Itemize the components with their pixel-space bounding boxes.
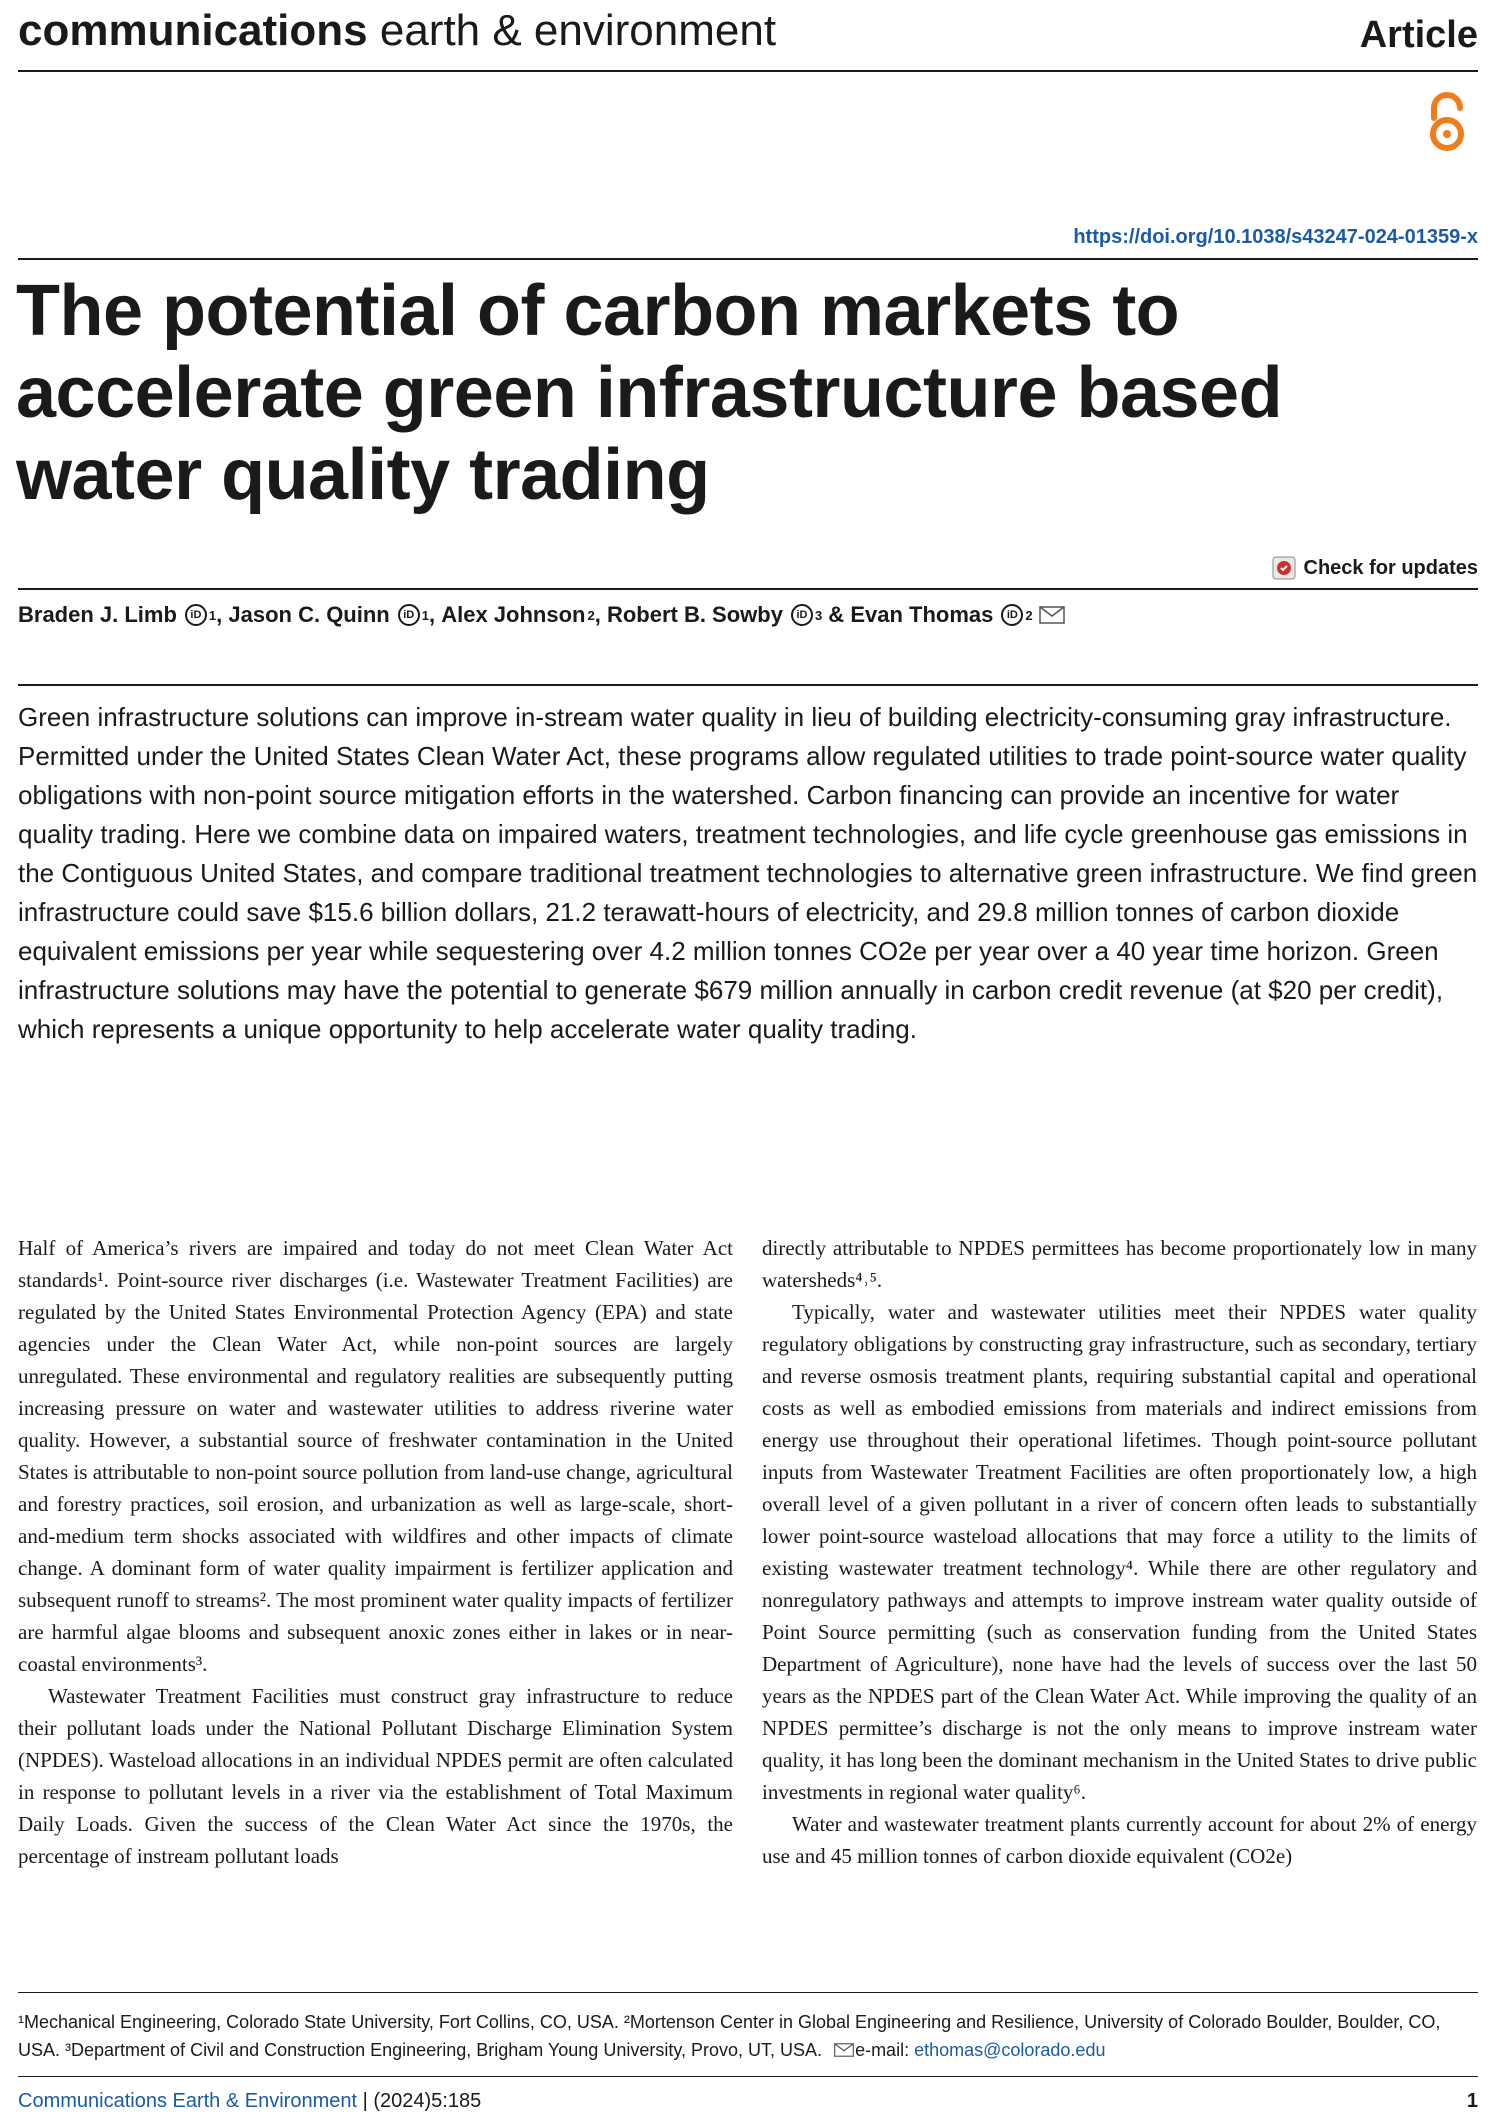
body-paragraph-continued: directly attributable to NPDES permittees has become proportionately low in many watersheds⁴˒⁵.	[762, 1236, 1477, 1292]
affiliations-rule	[18, 1992, 1478, 1993]
body-column-right	[762, 1232, 1477, 1872]
article-type-label: Article	[1359, 14, 1478, 56]
title-rule	[18, 588, 1478, 590]
article-title: The potential of carbon markets to accelerate green infrastructure based water quality trading	[16, 271, 1283, 515]
doi-rule	[18, 258, 1478, 260]
orcid-icon[interactable]: iD	[398, 604, 420, 626]
affiliations	[18, 2008, 1478, 2064]
header-rule	[18, 70, 1478, 72]
body-paragraph: Half of America’s rivers are impaired and today do not meet Clean Water Act standards¹. Point-source river discharges (i.e. Wastewater Treatment Facilities) are regulated by the United States Environmental Protection Agency (EPA) and state agencies under the Clean Water Act, while non-point sources are largely unregulated. These environmental and regulatory realities are subsequently putting increasing pressure on water and wastewater utilities to address riverine water quality. However, a substantial source of freshwater contamination in the United States is attributable to non-point source pollution from land-use change, agricultural and forestry practices, soil erosion, and urbanization as well as large-scale, short-and-medium term shocks associated with wildfires and other impacts of climate change. A dominant form of water quality impairment is fertilizer application and subsequent runoff to streams². The most prominent water quality impacts of fertilizer are harmful algae blooms and subsequent anoxic zones either in lakes or in near-coastal environments³.	[18, 1236, 733, 1676]
author-affil-sup: 1	[208, 607, 217, 623]
orcid-icon[interactable]: iD	[185, 604, 207, 626]
check-for-updates-button[interactable]	[1272, 556, 1478, 580]
footer-volume: | (2024)5:185	[357, 2090, 482, 2112]
footer-journal-link[interactable]: Communications Earth & Environment	[18, 2090, 358, 2112]
author-separator: ,	[216, 602, 229, 627]
update-badge-icon	[1272, 556, 1296, 580]
mail-icon	[833, 2043, 855, 2057]
author-separator: ,	[428, 602, 442, 627]
abstract-text: Green infrastructure solutions can improve in-stream water quality in lieu of building electricity-consuming gray infrastructure. Permitted under the United States Clean Water Act, these programs allow regulated utilities to trade point-source water quality obligations with non-point source mitigation efforts in the watershed. Carbon financing can provide an incentive for water quality trading. Here we combine data on impaired waters, treatment technologies, and life cycle greenhouse gas emissions in the Contiguous United States, and compare traditional treatment technologies to alternative green infrastructure. We find green infrastructure could save $15.6 billion dollars, 21.2 terawatt-hours of electricity, and 29.8 million tonnes of carbon dioxide equivalent emissions per year while sequestering over 4.2 million tonnes CO2e per year over a 40 year time horizon. Green infrastructure solutions may have the potential to generate $679 million annually in carbon credit revenue (at $20 per credit), which represents a unique opportunity to help accelerate water quality trading.	[18, 702, 1478, 1044]
email-link[interactable]: ethomas@colorado.edu	[914, 2040, 1106, 2060]
author-affil-sup: 2	[1025, 607, 1033, 623]
body-column-left	[18, 1232, 733, 1872]
author-name[interactable]: Jason C. Quinn	[228, 602, 390, 627]
author-name[interactable]: Braden J. Limb	[18, 602, 177, 627]
open-access-icon	[1420, 92, 1474, 154]
author-name[interactable]: Evan Thomas	[850, 602, 994, 627]
author-list	[18, 602, 1065, 628]
author-affil-sup: 2	[587, 607, 595, 623]
body-paragraph: Typically, water and wastewater utilities meet their NPDES water quality regulatory obligations by constructing gray infrastructure, such as secondary, tertiary and reverse osmosis treatment plants, requiring substantial capital and operational costs as well as embodied emissions from materials and indirect emissions from energy use throughout their operational lifetimes. Though point-source pollutant inputs from Wastewater Treatment Facilities are often proportionately low, a high overall level of a given pollutant in a river of concern often leads to substantially lower point-source wasteload allocations that may force a utility to the limits of existing wastewater treatment technology⁴. While there are other regulatory and nonregulatory pathways and attempts to improve instream water quality outside of Point Source permitting (such as conservation funding from the United States Department of Agriculture), none have had the levels of success over the last 50 years as the NPDES part of the Clean Water Act. While improving the quality of an NPDES permittee’s discharge is not the only means to improve instream water quality, it has long been the dominant mechanism in the United States to drive public investments in regional water quality⁶.	[762, 1300, 1477, 1804]
journal-name	[18, 6, 776, 56]
footer-rule	[18, 2076, 1478, 2077]
author-affil-sup: 3	[814, 607, 823, 623]
author-separator: &	[822, 602, 851, 627]
footer-citation	[18, 2090, 481, 2113]
body-paragraph: Water and wastewater treatment plants currently account for about 2% of energy use and 45 million tonnes of carbon dioxide equivalent (CO2e)	[762, 1812, 1477, 1868]
check-for-updates-label: Check for updates	[1303, 556, 1478, 579]
author-name[interactable]: Alex Johnson	[441, 602, 586, 627]
authors-rule	[18, 684, 1478, 686]
orcid-icon[interactable]: iD	[791, 604, 813, 626]
page-number: 1	[1466, 2090, 1478, 2112]
body-paragraph: Wastewater Treatment Facilities must construct gray infrastructure to reduce their pollutant loads under the National Pollutant Discharge Elimination System (NPDES). Wasteload allocations in an individual NPDES permit are often calculated in response to pollutant levels in a river via the establishment of Total Maximum Daily Loads. Given the success of the Clean Water Act since the 1970s, the percentage of instream pollutant loads	[18, 1684, 733, 1868]
author-separator: ,	[594, 602, 607, 627]
journal-name-rest: earth & environment	[367, 6, 777, 55]
affiliations-text: ¹Mechanical Engineering, Colorado State University, Fort Collins, CO, USA. ²Mortenson Center in Global Engineering and Resilience, University of Colorado Boulder, Boulder, CO, USA. ³Department of Civil and Construction Engineering, Brigham Young University, Provo, UT, USA.	[18, 2012, 1441, 2060]
email-label: e-mail:	[855, 2040, 915, 2060]
journal-name-bold: communications	[18, 6, 368, 55]
orcid-icon[interactable]: iD	[1001, 604, 1023, 626]
mail-icon[interactable]	[1039, 606, 1065, 624]
author-affil-sup: 1	[421, 607, 429, 623]
doi-link[interactable]: https://doi.org/10.1038/s43247-024-01359-x	[1073, 226, 1478, 248]
author-name[interactable]: Robert B. Sowby	[606, 602, 783, 627]
